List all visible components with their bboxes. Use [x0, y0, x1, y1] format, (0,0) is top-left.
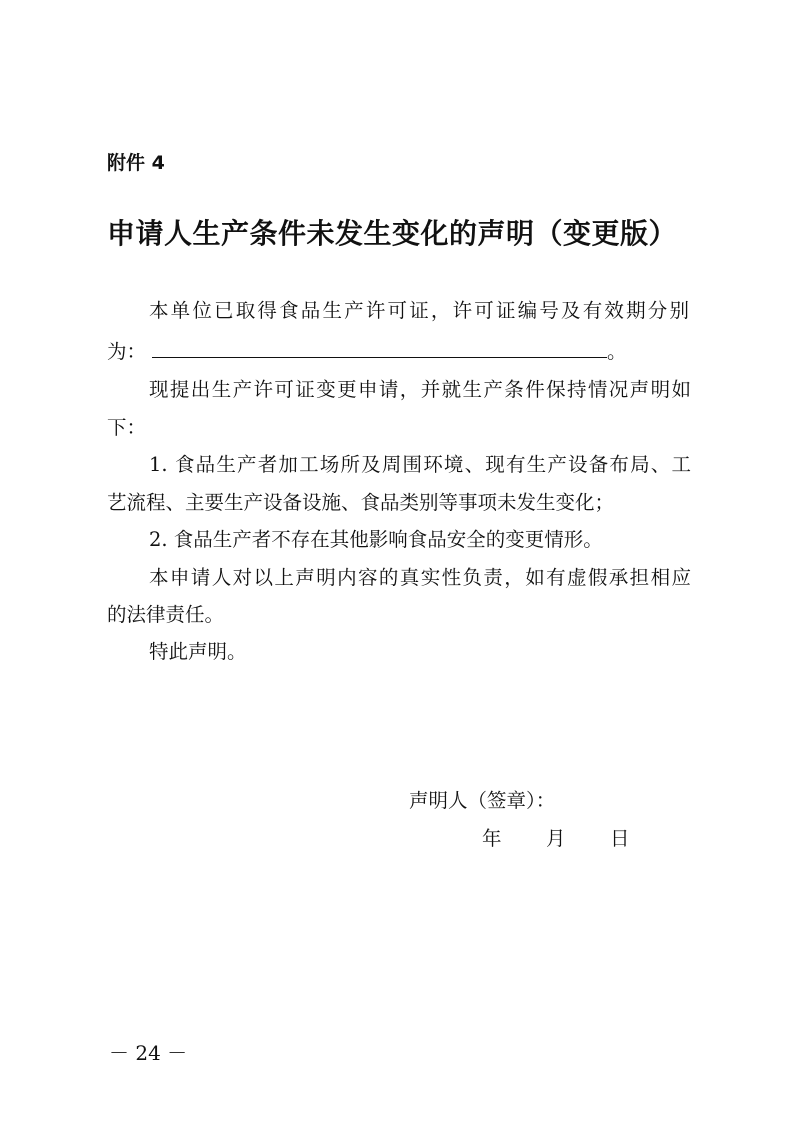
para2-line2: 下：	[107, 416, 147, 439]
para3-line1: 本申请人对以上声明内容的真实性负责，如有虚假承担相应	[149, 566, 691, 589]
date-day: 日	[610, 827, 630, 850]
attachment-label: 附件 4	[107, 152, 165, 174]
date-year: 年	[482, 827, 502, 850]
para1-prefix: 为：	[107, 340, 147, 363]
closing-statement: 特此声明。	[149, 640, 247, 663]
item1-line1: 1. 食品生产者加工场所及周围环境、现有生产设备布局、工	[149, 453, 691, 476]
para1-line2	[107, 338, 627, 366]
para1-suffix: 。	[607, 340, 627, 363]
page-number: － 24 －	[109, 1041, 188, 1065]
item2-line: 2. 食品生产者不存在其他影响食品安全的变更情形。	[149, 528, 603, 551]
license-number-blank[interactable]	[152, 339, 607, 358]
para1-line1: 本单位已取得食品生产许可证，许可证编号及有效期分别	[149, 299, 689, 322]
para2-line1: 现提出生产许可证变更申请，并就生产条件保持情况声明如	[149, 378, 691, 401]
item1-line2: 艺流程、主要生产设备设施、食品类别等事项未发生变化；	[107, 491, 615, 514]
date-month: 月	[546, 827, 566, 850]
signature-label: 声明人（签章）：	[409, 789, 556, 812]
para3-line2: 的法律责任。	[107, 603, 225, 626]
document-title: 申请人生产条件未发生变化的声明（变更版）	[107, 217, 678, 250]
